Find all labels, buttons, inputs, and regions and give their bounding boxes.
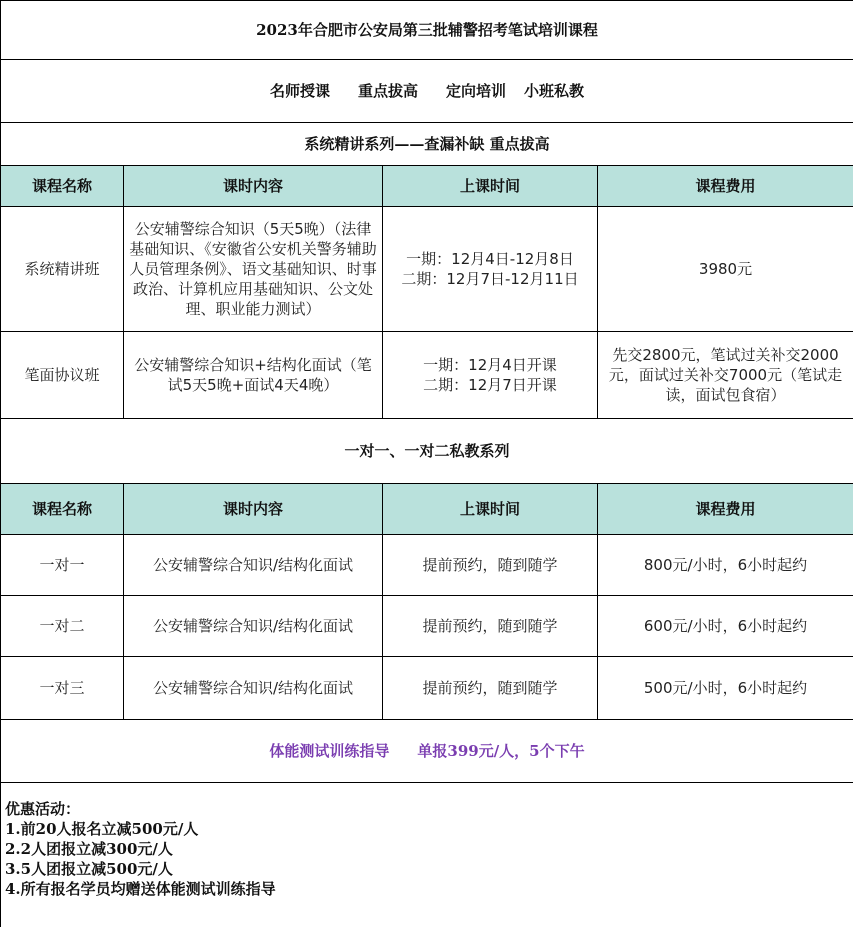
- table-row: [1, 657, 853, 720]
- header-fee: 课程费用: [598, 166, 853, 207]
- table-row: [1, 207, 853, 332]
- section2-header-row: [1, 484, 853, 535]
- section2-title: 一对一、一对二私教系列: [1, 419, 853, 484]
- header-fee: 课程费用: [598, 484, 853, 535]
- course-time: 提前预约，随到随学: [383, 657, 598, 720]
- promotion-item: 1.前20人报名立减500元/人: [5, 820, 199, 838]
- course-name: 一对一: [1, 535, 124, 596]
- course-content: 公安辅警综合知识/结构化面试: [124, 596, 383, 657]
- header-course-name: 课程名称: [1, 166, 124, 207]
- course-fee: 500元/小时，6小时起约: [598, 657, 853, 720]
- physical-training-price: 单报399元/人，5个下午: [417, 742, 585, 760]
- slogan-2: 重点拔高: [357, 82, 418, 100]
- course-name: 系统精讲班: [1, 207, 124, 332]
- table-row: [1, 332, 853, 419]
- course-name: 笔面协议班: [1, 332, 124, 419]
- header-time: 上课时间: [383, 166, 598, 207]
- course-content: 公安辅警综合知识+结构化面试（笔试5天5晚+面试4天4晚）: [124, 332, 383, 419]
- course-time: 一期：12月4日开课 二期：12月7日开课: [383, 332, 598, 419]
- header-content: 课时内容: [124, 166, 383, 207]
- course-fee: 3980元: [598, 207, 853, 332]
- promotion-block: [1, 783, 853, 928]
- course-time: 一期：12月4日-12月8日 二期：12月7日-12月11日: [383, 207, 598, 332]
- course-content: 公安辅警综合知识/结构化面试: [124, 657, 383, 720]
- course-name: 一对二: [1, 596, 124, 657]
- slogan-row: [1, 60, 853, 123]
- course-fee: 800元/小时，6小时起约: [598, 535, 853, 596]
- section1-title: 系统精讲系列——查漏补缺 重点拔高: [1, 123, 853, 166]
- course-fee: 600元/小时，6小时起约: [598, 596, 853, 657]
- course-name: 一对三: [1, 657, 124, 720]
- slogan-1: 名师授课: [269, 82, 330, 100]
- header-course-name: 课程名称: [1, 484, 124, 535]
- promotion-heading: 优惠活动：: [5, 800, 81, 818]
- course-time: 提前预约，随到随学: [383, 596, 598, 657]
- course-time: 提前预约，随到随学: [383, 535, 598, 596]
- slogan-4: 小班私教: [524, 82, 585, 100]
- header-content: 课时内容: [124, 484, 383, 535]
- table-row: [1, 535, 853, 596]
- section1-header-row: [1, 166, 853, 207]
- promotion-item: 2.2人团报立减300元/人: [5, 840, 173, 858]
- course-content: 公安辅警综合知识（5天5晚）（法律基础知识、《安徽省公安机关警务辅助人员管理条例》、语文基础知识、时事政治、计算机应用基础知识、公文处理、职业能力测试）: [124, 207, 383, 332]
- header-time: 上课时间: [383, 484, 598, 535]
- table-row: [1, 596, 853, 657]
- physical-training-name: 体能测试训练指导: [269, 742, 390, 760]
- course-content: 公安辅警综合知识/结构化面试: [124, 535, 383, 596]
- page-title: 2023年合肥市公安局第三批辅警招考笔试培训课程: [1, 1, 853, 60]
- promotion-item: 4.所有报名学员均赠送体能测试训练指导: [5, 880, 276, 898]
- physical-training-row: [1, 720, 853, 783]
- promotion-item: 3.5人团报立减500元/人: [5, 860, 173, 878]
- slogan-3: 定向培训: [446, 82, 507, 100]
- course-fee: 先交2800元，笔试过关补交2000元，面试过关补交7000元（笔试走读，面试包食宿）: [598, 332, 853, 419]
